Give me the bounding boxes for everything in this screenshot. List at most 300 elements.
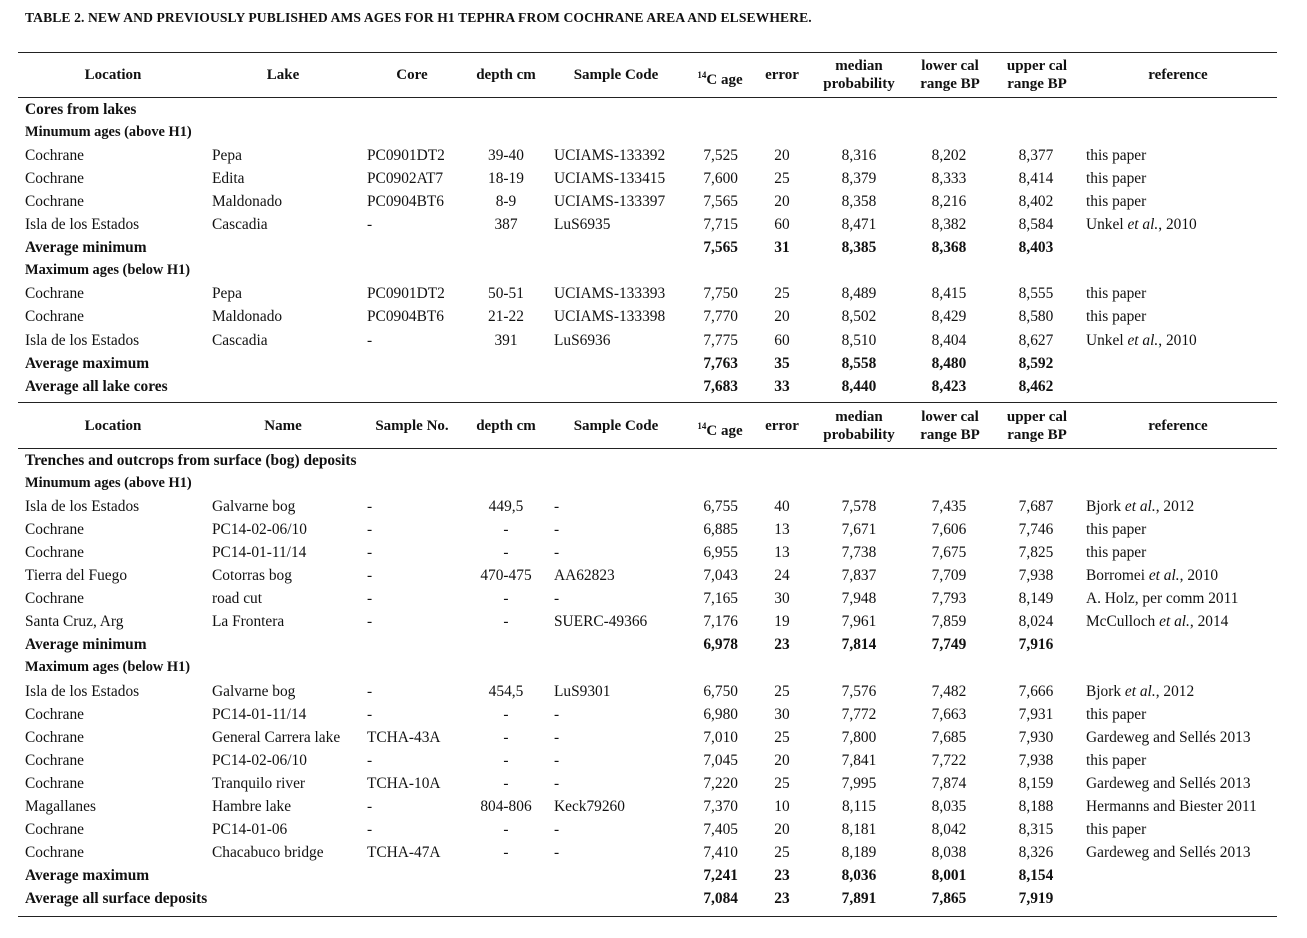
- cell-sample-code: -: [554, 543, 560, 561]
- cell-sample-code: LuS6936: [554, 331, 611, 349]
- cell-core: PC0901DT2: [367, 285, 445, 303]
- cell-core: PC0904BT6: [367, 308, 444, 326]
- col-lower-cal: lower cal range BP: [920, 58, 980, 92]
- cell-error: 60: [774, 331, 790, 349]
- reference-year: , 2010: [1158, 331, 1197, 349]
- cell-depth: -: [503, 821, 509, 839]
- cell-sample-code: -: [554, 821, 560, 839]
- average-label: Average maximum: [25, 354, 150, 372]
- cell-median: 7,576: [841, 682, 877, 700]
- cell-c14-age: 7,405: [703, 821, 738, 839]
- cell-core: -: [367, 798, 373, 815]
- cell-reference: [1086, 680, 1194, 703]
- section-title-text: Cores from lakes: [25, 100, 137, 118]
- cell-core: -: [367, 331, 373, 349]
- cell-location: Cochrane: [25, 146, 84, 164]
- subsection-title-text: Minumum ages (above H1): [25, 474, 192, 491]
- cell-core: -: [367, 543, 373, 561]
- cell-upper-cal: 8,326: [1018, 844, 1054, 862]
- cell-lower-cal: 8,382: [931, 216, 967, 233]
- table-row: [0, 190, 1307, 213]
- cell-location: Tierra del Fuego: [25, 567, 128, 584]
- cell-upper-cal: 8,403: [1018, 239, 1054, 257]
- cell-reference: [1086, 818, 1146, 841]
- cell-name: Tranquilo river: [212, 774, 306, 792]
- cell-core: -: [367, 216, 373, 233]
- cell-location: Cochrane: [25, 590, 84, 608]
- cell-c14-age: 6,885: [703, 520, 738, 538]
- cell-upper-cal: 8,627: [1018, 331, 1054, 349]
- cell-depth: -: [503, 751, 509, 769]
- col-upper-cal: upper cal range BP: [1006, 409, 1068, 443]
- table-row: [0, 680, 1307, 703]
- cell-depth: 21-22: [488, 308, 524, 326]
- table-row: [0, 541, 1307, 564]
- cell-error: 30: [774, 705, 790, 723]
- cell-location: Isla de los Estados: [25, 216, 140, 233]
- subsection-title: [0, 472, 1307, 495]
- reference-author: Unkel: [1086, 216, 1128, 233]
- cell-error: 20: [774, 192, 790, 210]
- table-row: [0, 495, 1307, 518]
- cell-upper-cal: 7,825: [1018, 543, 1054, 561]
- cell-lower-cal: 7,685: [931, 728, 967, 746]
- cell-error: 20: [774, 146, 790, 164]
- cell-location: Cochrane: [25, 705, 84, 723]
- table-row: [0, 144, 1307, 167]
- reference-etal: et al.: [1127, 216, 1159, 233]
- cell-lower-cal: 8,035: [931, 798, 967, 815]
- cell-c14-age: 7,370: [703, 798, 738, 815]
- table-row: [0, 749, 1307, 772]
- cell-upper-cal: 7,938: [1018, 751, 1054, 769]
- cell-error: 25: [774, 774, 790, 792]
- table-row: [0, 703, 1307, 726]
- cell-name: PC14-02-06/10: [212, 520, 307, 538]
- cell-reference: [1086, 564, 1218, 587]
- table-row: [0, 518, 1307, 541]
- reference-author: Gardeweg and Sellés 2013: [1086, 844, 1251, 862]
- cell-median: 7,772: [841, 705, 877, 723]
- cell-reference: [1086, 167, 1146, 190]
- table-row: [0, 841, 1307, 864]
- cell-reference: [1086, 541, 1146, 564]
- cell-upper-cal: 8,149: [1018, 590, 1054, 608]
- average-row: [0, 352, 1307, 375]
- col-reference: reference: [1148, 418, 1208, 434]
- cell-sample-code: UCIAMS-133397: [554, 192, 666, 210]
- cell-location: Cochrane: [25, 844, 84, 862]
- average-label: Average all lake cores: [25, 377, 168, 395]
- reference-year: , 2010: [1179, 567, 1219, 584]
- cell-depth: 39-40: [488, 146, 524, 164]
- cell-name: Cotorras bog: [212, 567, 292, 584]
- average-label: Average all surface deposits: [25, 890, 208, 908]
- cell-name: Maldonado: [212, 192, 283, 210]
- cell-c14-age: 7,775: [703, 331, 738, 349]
- cell-error: 30: [774, 590, 790, 608]
- cell-c14-age: 7,715: [703, 216, 738, 233]
- cell-c14-age: 7,043: [703, 567, 738, 584]
- subsection-title-text: Maximum ages (below H1): [25, 262, 191, 279]
- col-location: Location: [84, 418, 142, 434]
- col-sample-no: Sample No.: [375, 418, 449, 434]
- cell-location: Cochrane: [25, 821, 84, 839]
- section-title: [0, 449, 1307, 472]
- cell-location: Isla de los Estados: [25, 331, 140, 349]
- cell-depth: -: [503, 705, 509, 723]
- cell-c14-age: 7,176: [703, 613, 738, 631]
- cell-upper-cal: 8,377: [1018, 146, 1054, 164]
- cell-core: PC0901DT2: [367, 146, 445, 164]
- cell-median: 8,510: [841, 331, 877, 349]
- cell-median: 7,948: [841, 590, 877, 608]
- cell-core: PC0902AT7: [367, 169, 444, 187]
- reference-year: , 2010: [1158, 216, 1197, 233]
- cell-sample-code: -: [554, 520, 560, 538]
- cell-location: Cochrane: [25, 192, 84, 210]
- cell-location: Cochrane: [25, 543, 84, 561]
- cell-upper-cal: 8,580: [1018, 308, 1054, 326]
- cell-median: 8,379: [841, 169, 877, 187]
- cell-upper-cal: 8,592: [1018, 354, 1054, 372]
- cell-median: 7,800: [841, 728, 877, 746]
- reference-year: , 2012: [1155, 497, 1195, 515]
- cell-c14-age: 7,600: [703, 169, 738, 187]
- cell-location: Cochrane: [25, 169, 84, 187]
- cell-reference: [1086, 213, 1197, 236]
- col-c14-age: $^{14}$C age: [697, 70, 743, 88]
- cell-median: 8,440: [841, 377, 877, 395]
- cell-depth: -: [503, 613, 509, 631]
- cell-c14-age: 7,683: [703, 377, 738, 395]
- cell-lower-cal: 7,865: [931, 890, 967, 908]
- cell-error: 20: [774, 751, 790, 769]
- cell-depth: -: [503, 543, 509, 561]
- cell-c14-age: 7,165: [703, 590, 738, 608]
- cell-lower-cal: 7,709: [931, 567, 967, 584]
- cell-lower-cal: 8,429: [931, 308, 967, 326]
- bottom-rule: [18, 916, 1277, 917]
- cell-reference: [1086, 772, 1251, 795]
- cell-upper-cal: 7,666: [1018, 682, 1054, 700]
- cell-location: Cochrane: [25, 774, 84, 792]
- cell-location: Cochrane: [25, 520, 84, 538]
- cell-median: 7,837: [841, 567, 877, 584]
- cell-error: 20: [774, 308, 790, 326]
- cell-error: 25: [774, 682, 790, 700]
- cell-depth: -: [503, 590, 509, 608]
- reference-author: Bjork: [1086, 682, 1125, 700]
- cell-c14-age: 7,084: [703, 890, 738, 908]
- col-sample-code: Sample Code: [573, 67, 659, 83]
- cell-lower-cal: 8,368: [931, 239, 967, 257]
- subsection-title-text: Maximum ages (below H1): [25, 659, 191, 676]
- cell-c14-age: 6,955: [703, 543, 738, 561]
- cell-sample-code: Keck79260: [554, 798, 625, 815]
- cell-name: Chacabuco bridge: [212, 844, 324, 862]
- cell-name: PC14-01-11/14: [212, 543, 307, 561]
- cell-error: 23: [774, 890, 790, 908]
- average-row: [0, 236, 1307, 259]
- cell-name: Galvarne bog: [212, 497, 296, 515]
- cell-error: 25: [774, 285, 790, 303]
- reference-author: this paper: [1086, 751, 1147, 769]
- cell-sample-code: AA62823: [554, 567, 615, 584]
- cell-median: 8,385: [841, 239, 877, 257]
- cell-core: -: [367, 705, 373, 723]
- average-label: Average maximum: [25, 867, 150, 885]
- reference-author: Hermanns and Biester 2011: [1086, 798, 1257, 815]
- cell-upper-cal: 8,414: [1018, 169, 1054, 187]
- cell-core: -: [367, 821, 373, 839]
- section-title: [0, 98, 1307, 121]
- reference-author: McCulloch: [1086, 613, 1160, 631]
- cell-location: Cochrane: [25, 308, 84, 326]
- col-name: Name: [264, 418, 302, 434]
- cell-c14-age: 7,220: [703, 774, 738, 792]
- cell-median: 8,036: [841, 867, 877, 885]
- cell-upper-cal: 7,931: [1018, 705, 1054, 723]
- cell-depth: 449,5: [488, 497, 524, 515]
- cell-upper-cal: 8,402: [1018, 192, 1054, 210]
- subsection-title: [0, 656, 1307, 679]
- cell-reference: [1086, 795, 1257, 818]
- cell-depth: 391: [494, 331, 518, 349]
- cell-reference: [1086, 749, 1146, 772]
- cell-lower-cal: 8,001: [931, 867, 967, 885]
- cell-upper-cal: 7,916: [1018, 636, 1054, 654]
- cell-reference: [1086, 587, 1238, 610]
- cell-upper-cal: 8,462: [1018, 377, 1054, 395]
- cell-error: 60: [774, 216, 790, 233]
- cell-median: 7,738: [841, 543, 877, 561]
- cell-core: -: [367, 590, 373, 608]
- cell-name: Galvarne bog: [212, 682, 296, 700]
- cell-c14-age: 7,763: [703, 354, 738, 372]
- cell-name: Cascadia: [212, 216, 268, 233]
- col-upper-cal: upper cal range BP: [1006, 58, 1068, 92]
- cell-upper-cal: 8,188: [1018, 798, 1054, 815]
- table-row: [0, 818, 1307, 841]
- cell-upper-cal: 8,154: [1018, 867, 1054, 885]
- reference-author: this paper: [1086, 520, 1147, 538]
- cell-error: 24: [774, 567, 790, 584]
- cell-error: 13: [774, 520, 790, 538]
- cell-reference: [1086, 841, 1251, 864]
- cell-depth: -: [503, 520, 509, 538]
- cell-median: 8,471: [841, 216, 877, 233]
- cell-lower-cal: 7,435: [931, 497, 967, 515]
- reference-etal: et al.: [1124, 682, 1156, 700]
- cell-median: 7,671: [841, 520, 877, 538]
- cell-depth: 8-9: [495, 192, 517, 210]
- reference-author: this paper: [1086, 146, 1147, 164]
- table-row: [0, 610, 1307, 633]
- reference-author: Gardeweg and Sellés 2013: [1086, 774, 1251, 792]
- cell-core: TCHA-47A: [367, 844, 441, 862]
- cell-c14-age: 6,978: [703, 636, 738, 654]
- cell-median: 8,558: [841, 354, 877, 372]
- cell-error: 23: [774, 636, 790, 654]
- table-title: TABLE 2. NEW AND PREVIOUSLY PUBLISHED AMS AGES FOR H1 TEPHRA FROM COCHRANE AREA AND ELSEWHERE.: [25, 10, 812, 25]
- cell-name: Edita: [212, 169, 245, 187]
- cell-sample-code: -: [554, 705, 560, 723]
- col-location: Location: [84, 67, 142, 83]
- cell-reference: [1086, 726, 1251, 749]
- table-row: [0, 726, 1307, 749]
- cell-c14-age: 6,750: [703, 682, 738, 700]
- cell-lower-cal: 7,859: [931, 613, 967, 631]
- cell-median: 7,891: [841, 890, 877, 908]
- cell-depth: -: [503, 774, 509, 792]
- cell-sample-code: -: [554, 774, 560, 792]
- cell-sample-code: UCIAMS-133415: [554, 169, 666, 187]
- cell-c14-age: 7,750: [703, 285, 738, 303]
- reference-author: Gardeweg and Sellés 2013: [1086, 728, 1251, 746]
- cell-lower-cal: 8,038: [931, 844, 967, 862]
- cell-core: -: [367, 751, 373, 769]
- cell-error: 35: [774, 354, 790, 372]
- cell-name: PC14-02-06/10: [212, 751, 307, 769]
- reference-year: , 2012: [1155, 682, 1195, 700]
- cell-lower-cal: 7,606: [931, 520, 967, 538]
- cell-depth: 804-806: [480, 798, 532, 815]
- cell-median: 7,578: [841, 497, 877, 515]
- cell-name: PC14-01-11/14: [212, 705, 307, 723]
- cell-lower-cal: 8,415: [931, 285, 967, 303]
- section-title-text: Trenches and outcrops from surface (bog) deposits: [25, 451, 357, 469]
- cell-c14-age: 7,241: [703, 867, 738, 885]
- col-sample-code: Sample Code: [573, 418, 659, 434]
- cell-location: Isla de los Estados: [25, 497, 140, 515]
- cell-median: 7,995: [841, 774, 877, 792]
- subsection-title: [0, 259, 1307, 282]
- reference-etal: et al.: [1127, 331, 1159, 349]
- cell-location: Cochrane: [25, 728, 84, 746]
- cell-name: La Frontera: [212, 613, 285, 631]
- reference-author: Bjork: [1086, 497, 1125, 515]
- cell-reference: [1086, 282, 1146, 305]
- col-reference: reference: [1148, 67, 1208, 83]
- cell-name: Cascadia: [212, 331, 268, 349]
- reference-author: this paper: [1086, 308, 1147, 326]
- cell-name: Maldonado: [212, 308, 283, 326]
- cell-depth: 50-51: [488, 285, 524, 303]
- reference-etal: et al.: [1148, 567, 1180, 584]
- reference-author: this paper: [1086, 285, 1147, 303]
- cell-sample-code: UCIAMS-133398: [554, 308, 666, 326]
- cell-median: 8,181: [841, 821, 877, 839]
- col-depth: depth cm: [476, 418, 536, 434]
- average-label: Average minimum: [25, 239, 147, 257]
- cell-median: 8,115: [841, 798, 877, 815]
- cell-error: 40: [774, 497, 790, 515]
- cell-core: -: [367, 520, 373, 538]
- table-row: [0, 282, 1307, 305]
- cell-lower-cal: 8,202: [931, 146, 967, 164]
- reference-etal: et al.: [1159, 613, 1190, 631]
- cell-core: TCHA-10A: [367, 774, 441, 792]
- cell-sample-code: -: [554, 844, 560, 862]
- reference-author: this paper: [1086, 821, 1147, 839]
- cell-lower-cal: 8,042: [931, 821, 967, 839]
- cell-c14-age: 6,755: [703, 497, 738, 515]
- cell-c14-age: 7,565: [703, 192, 738, 210]
- table-row: [0, 772, 1307, 795]
- cell-c14-age: 7,525: [703, 146, 738, 164]
- cell-sample-code: LuS9301: [554, 682, 611, 700]
- reference-author: this paper: [1086, 705, 1147, 723]
- col-c14-age: $^{14}$C age: [697, 421, 743, 439]
- cell-median: 7,961: [841, 613, 877, 631]
- cell-upper-cal: 8,584: [1018, 216, 1054, 233]
- cell-error: 10: [774, 798, 790, 815]
- cell-upper-cal: 7,938: [1018, 567, 1054, 584]
- reference-etal: et al.: [1124, 497, 1156, 515]
- cell-reference: [1086, 703, 1146, 726]
- cell-depth: 387: [494, 216, 518, 233]
- cell-lower-cal: 7,722: [931, 751, 967, 769]
- cell-location: Isla de los Estados: [25, 682, 140, 700]
- table-row: [0, 795, 1307, 818]
- cell-median: 8,358: [841, 192, 877, 210]
- cell-lower-cal: 7,793: [931, 590, 967, 608]
- cell-upper-cal: 8,024: [1018, 613, 1054, 631]
- cell-c14-age: 7,410: [703, 844, 738, 862]
- cell-name: road cut: [212, 590, 262, 608]
- cell-depth: 470-475: [480, 567, 532, 584]
- cell-upper-cal: 7,687: [1018, 497, 1054, 515]
- subsection-title-text: Minumum ages (above H1): [25, 123, 192, 140]
- average-label: Average minimum: [25, 636, 147, 654]
- cell-error: 13: [774, 543, 790, 561]
- col-core: Core: [396, 67, 428, 83]
- cell-lower-cal: 8,404: [931, 331, 967, 349]
- cell-depth: -: [503, 844, 509, 862]
- cell-median: 7,841: [841, 751, 877, 769]
- cell-c14-age: 6,980: [703, 705, 738, 723]
- table-row: [0, 305, 1307, 328]
- cell-name: Pepa: [212, 146, 242, 164]
- cell-error: 25: [774, 844, 790, 862]
- cell-reference: [1086, 495, 1194, 518]
- table-row: [0, 167, 1307, 190]
- col-error: error: [765, 418, 799, 434]
- subsection-title: [0, 121, 1307, 144]
- reference-author: Borromei: [1086, 567, 1149, 584]
- col-lake: Lake: [266, 67, 300, 83]
- col-error: error: [765, 67, 799, 83]
- cell-sample-code: UCIAMS-133393: [554, 285, 666, 303]
- cell-core: -: [367, 567, 373, 584]
- cell-lower-cal: 7,663: [931, 705, 967, 723]
- cell-location: Cochrane: [25, 751, 84, 769]
- cell-upper-cal: 7,930: [1018, 728, 1054, 746]
- reference-author: this paper: [1086, 169, 1147, 187]
- cell-reference: [1086, 329, 1197, 352]
- cell-name: PC14-01-06: [212, 821, 288, 839]
- cell-error: 19: [774, 613, 790, 631]
- cell-lower-cal: 7,749: [931, 636, 967, 654]
- cell-lower-cal: 8,480: [931, 354, 967, 372]
- cell-depth: -: [503, 728, 509, 746]
- cell-median: 8,502: [841, 308, 877, 326]
- reference-author: this paper: [1086, 192, 1147, 210]
- col-median: median probability: [823, 58, 895, 92]
- col-lower-cal: lower cal range BP: [920, 409, 980, 443]
- reference-author: this paper: [1086, 543, 1147, 561]
